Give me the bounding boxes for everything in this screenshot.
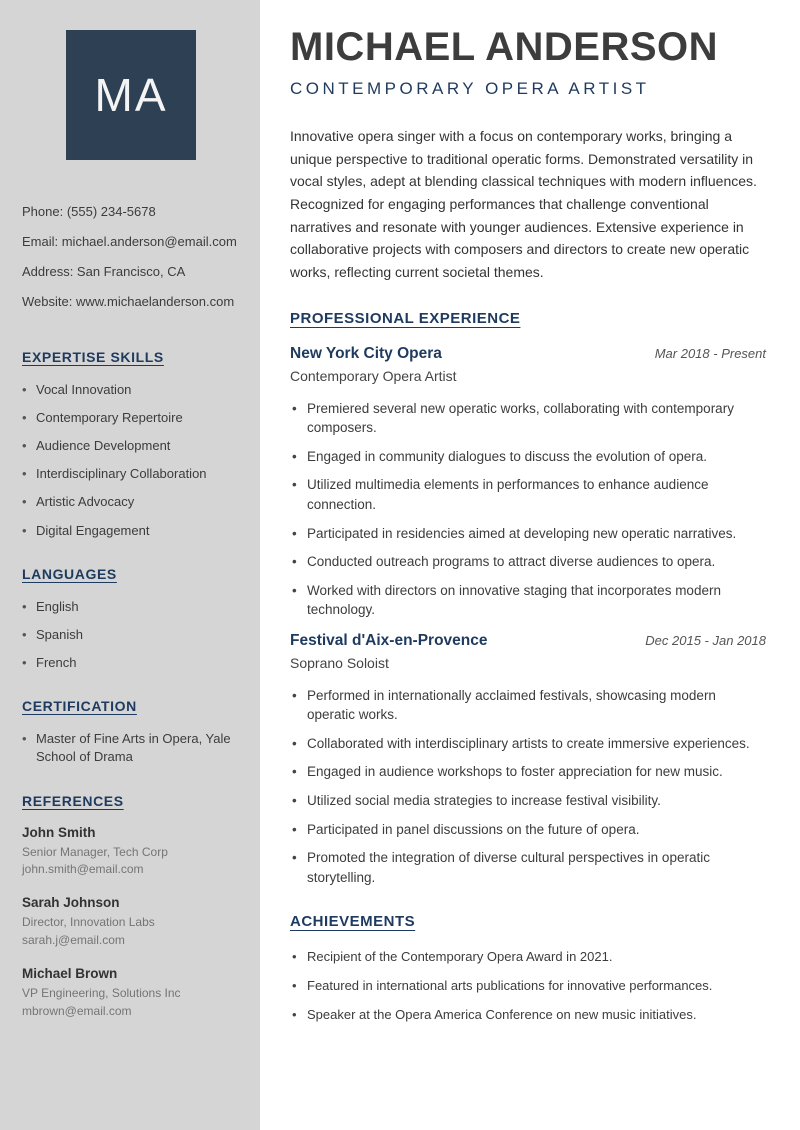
job-header <box>290 345 766 363</box>
skill-item: • Vocal Innovation <box>22 381 240 399</box>
job-company: Festival d'Aix-en-Provence <box>290 631 488 649</box>
job-bullet: • Engaged in community dialogues to discuss the evolution of opera. <box>290 447 766 467</box>
job-bullet: • Participated in panel discussions on the future of opera. <box>290 820 766 840</box>
job-festival-aix <box>290 632 766 888</box>
experience-heading: PROFESSIONAL EXPERIENCE <box>290 309 521 327</box>
references-heading: REFERENCES <box>22 792 124 809</box>
job-bullet: • Conducted outreach programs to attract diverse audiences to opera. <box>290 552 766 572</box>
reference-name: Michael Brown <box>22 966 118 982</box>
skill-item: • Digital Engagement <box>22 522 240 540</box>
summary-paragraph: Innovative opera singer with a focus on contemporary works, bringing a unique perspective to traditional operatic forms. Demonstrated versatility in vocal styles, adept at blending classical techniques with modern influences. Recognized for engaging performances that challenge conventional narratives and resonate with younger audiences. Extensive experience in collaborative projects with composers and directors to create new operatic works, reflecting current societal themes. <box>290 128 757 281</box>
avatar <box>66 30 196 160</box>
resume-title: CONTEMPORARY OPERA ARTIST <box>290 79 650 98</box>
achievement-item: • Speaker at the Opera America Conference on new music initiatives. <box>290 1006 766 1025</box>
skills-list <box>22 381 240 540</box>
contact-item: Website: www.michaelanderson.com <box>22 293 235 309</box>
reference-item <box>22 966 240 1020</box>
achievements-heading: ACHIEVEMENTS <box>290 913 416 931</box>
languages-list <box>22 598 240 673</box>
skill-item: • Interdisciplinary Collaboration <box>22 465 240 483</box>
reference-item <box>22 895 240 949</box>
skills-heading: EXPERTISE SKILLS <box>22 348 164 365</box>
reference-role: Senior Manager, Tech Corp <box>22 844 168 859</box>
skills-section <box>22 349 240 540</box>
contact-item: Address: San Francisco, CA <box>22 263 186 279</box>
job-bullet: • Utilized social media strategies to increase festival visibility. <box>290 791 766 811</box>
main-content <box>260 0 800 1130</box>
reference-item <box>22 825 240 879</box>
job-bullets <box>290 686 766 888</box>
job-company: New York City Opera <box>290 344 442 362</box>
references-list <box>22 825 240 1020</box>
reference-role: Director, Innovation Labs <box>22 915 155 930</box>
reference-email: mbrown@email.com <box>22 1003 132 1018</box>
certification-list <box>22 730 240 766</box>
job-bullet: • Performed in internationally acclaimed festivals, showcasing modern operatic works. <box>290 686 766 725</box>
achievement-item: • Featured in international arts publications for innovative performances. <box>290 977 766 996</box>
resume-name: MICHAEL ANDERSON <box>290 25 719 69</box>
job-bullet: • Engaged in audience workshops to foster appreciation for new music. <box>290 762 766 782</box>
reference-name: John Smith <box>22 824 96 840</box>
achievements-section <box>290 913 766 1025</box>
language-item: • French <box>22 654 240 672</box>
job-bullets <box>290 399 766 620</box>
skill-item: • Audience Development <box>22 437 240 455</box>
language-item: • English <box>22 598 240 616</box>
certification-item: • Master of Fine Arts in Opera, Yale School of Drama <box>22 730 240 766</box>
reference-name: Sarah Johnson <box>22 895 120 911</box>
job-bullet: • Utilized multimedia elements in performances to enhance audience connection. <box>290 475 766 514</box>
job-bullet: • Promoted the integration of diverse cultural perspectives in operatic storytelling. <box>290 848 766 887</box>
skill-item: • Artistic Advocacy <box>22 493 240 511</box>
languages-heading: LANGUAGES <box>22 565 117 582</box>
references-section <box>22 793 240 1020</box>
job-nyc-opera <box>290 345 766 620</box>
experience-section <box>290 310 766 888</box>
sidebar <box>0 0 260 1130</box>
job-header <box>290 632 766 650</box>
contact-list <box>22 204 240 311</box>
skill-item: • Contemporary Repertoire <box>22 409 240 427</box>
reference-email: sarah.j@email.com <box>22 932 125 947</box>
job-bullet: • Premiered several new operatic works, collaborating with contemporary composers. <box>290 399 766 438</box>
achievements-list <box>290 948 766 1025</box>
achievement-item: • Recipient of the Contemporary Opera Award in 2021. <box>290 948 766 967</box>
language-item: • Spanish <box>22 626 240 644</box>
reference-role: VP Engineering, Solutions Inc <box>22 986 181 1001</box>
job-role: Contemporary Opera Artist <box>290 367 457 384</box>
job-bullet: • Worked with directors on innovative staging that incorporates modern technology. <box>290 581 766 620</box>
job-bullet: • Collaborated with interdisciplinary artists to create immersive experiences. <box>290 734 766 754</box>
contact-item: Phone: (555) 234-5678 <box>22 204 156 219</box>
certification-heading: CERTIFICATION <box>22 698 137 715</box>
job-dates: Mar 2018 - Present <box>654 345 766 361</box>
reference-email: john.smith@email.com <box>22 862 144 877</box>
job-bullet: • Participated in residencies aimed at developing new operatic narratives. <box>290 524 766 544</box>
avatar-initials: MA <box>94 69 168 121</box>
job-dates: Dec 2015 - Jan 2018 <box>645 632 766 648</box>
contact-item: Email: michael.anderson@email.com <box>22 233 237 249</box>
certification-section <box>22 698 240 766</box>
languages-section <box>22 566 240 673</box>
job-role: Soprano Soloist <box>290 654 389 671</box>
